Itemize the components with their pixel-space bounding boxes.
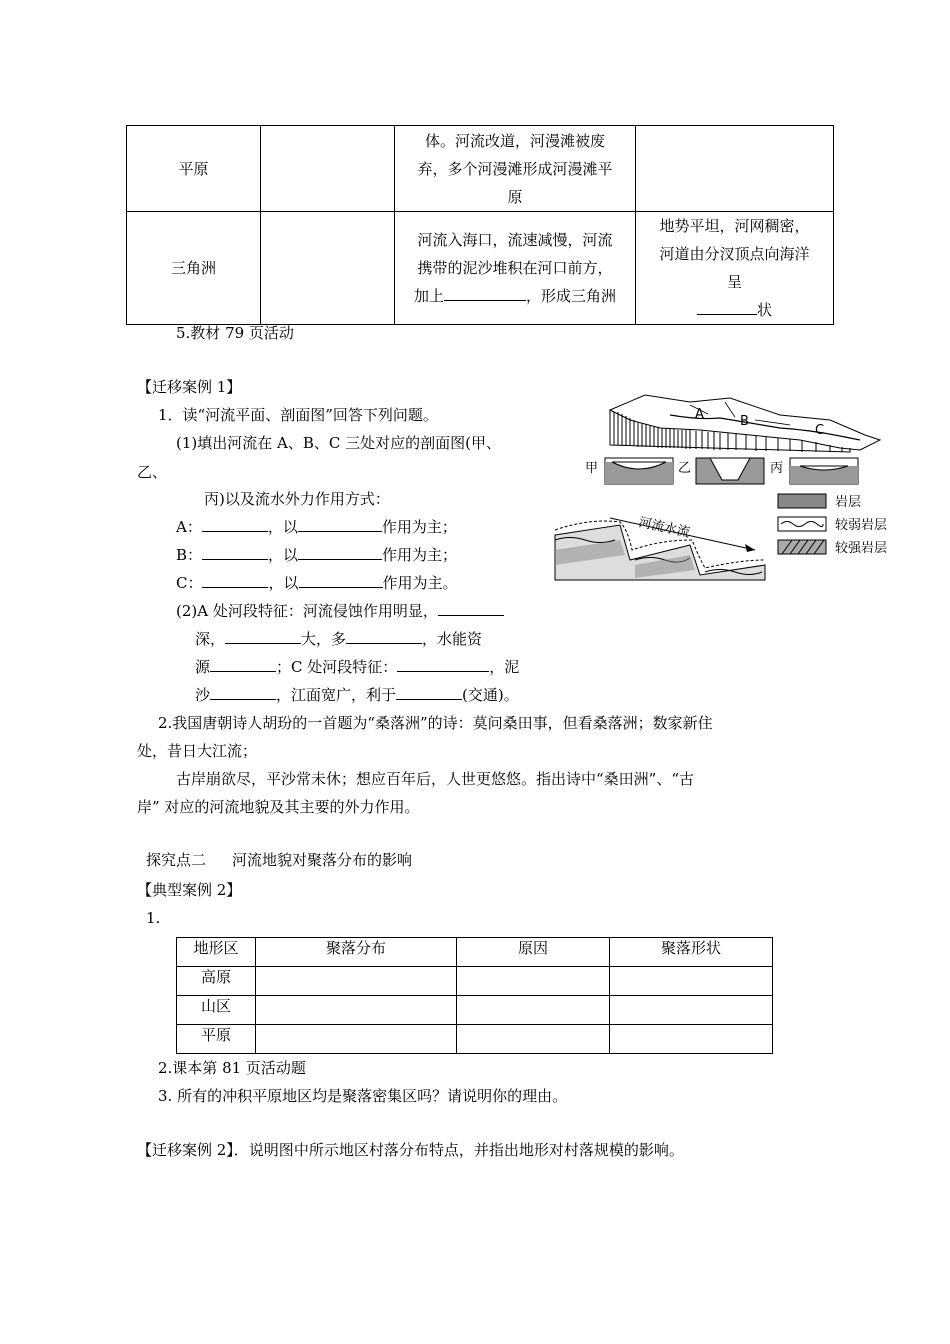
text-line: 加上 ，形成三角洲 (413, 287, 617, 305)
text-line: 弃，多个河漫滩形成河漫滩平 (417, 159, 613, 178)
case1-q1-2b: 深， 大，多 ，水能资 (195, 630, 483, 648)
row-label: 高原 (177, 967, 256, 996)
cross-sections (585, 458, 858, 484)
label-bing: 丙 (770, 461, 784, 476)
answer-cell[interactable] (610, 996, 773, 1025)
answer-blank[interactable] (210, 685, 276, 700)
answer-blank[interactable] (225, 629, 301, 644)
text-line: 呈 (726, 273, 742, 291)
answer-b: B： ，以 作用为主； (176, 546, 458, 564)
header-reason: 原因 (457, 938, 610, 967)
case2-heading: 【典型案例 2】 (137, 881, 242, 899)
cell-delta-feature (636, 212, 834, 325)
case1-q1-2d: 沙 ，江面宽广，利于 (交通)。 (195, 686, 519, 704)
case1-q1: 1．读“河流平面、剖面图”回答下列问题。 (158, 406, 438, 424)
q2-line: 2.课本第 81 页活动题 (158, 1059, 306, 1077)
flow-label: 河流水流 (637, 515, 692, 541)
answer-blank[interactable] (210, 657, 276, 672)
answer-cell[interactable] (457, 1025, 610, 1054)
settlement-table (176, 937, 773, 1054)
case1-q1-1a: (1)填出河流在 A、B、C 三处对应的剖面图(甲、 (176, 434, 501, 452)
text-line: 河道由分汊顶点向海洋 (659, 245, 810, 263)
case1-q1-1c: 丙)以及流水外力作用方式： (204, 490, 390, 508)
answer-cell[interactable] (610, 1025, 773, 1054)
cell-empty (636, 126, 834, 212)
table-row (127, 126, 834, 212)
label-jia: 甲 (585, 461, 599, 476)
river-block-diagram (610, 395, 880, 452)
case1-q2b: 处，昔日大江流； (137, 742, 258, 760)
header-shape: 聚落形状 (610, 938, 773, 967)
num-1: 1. (146, 909, 161, 927)
answer-cell[interactable] (457, 967, 610, 996)
text-line: 原 (507, 187, 523, 206)
answer-blank[interactable] (202, 517, 268, 532)
text-line: 体。河流改道，河漫滩被废 (424, 131, 605, 150)
cell-plain-process (395, 126, 636, 212)
header-distribution: 聚落分布 (256, 938, 457, 967)
case1-q1-2c: 源 ；C 处河段特征： ，泥 (195, 658, 520, 676)
text-line: 地势平坦，河网稠密， (659, 217, 810, 235)
row-label: 平原 (177, 1025, 256, 1054)
case1-q2a: 2.我国唐朝诗人胡玢的一首题为“桑落洲”的诗：莫问桑田事，但看桑落洲；数家新住 (158, 714, 713, 732)
table-header-row (177, 938, 773, 967)
text-line: 河流入海口，流速减慢，河流 (417, 231, 613, 249)
answer-blank[interactable] (346, 629, 422, 644)
answer-cell[interactable] (256, 996, 457, 1025)
case1-q1-1b: 乙、 (137, 463, 168, 481)
label-a: A (695, 407, 704, 422)
cell-delta-process (395, 212, 636, 325)
case1-q2d: 岸” 对应的河流地貌及其主要的外力作用。 (137, 798, 420, 816)
transfer-case-2: 【迁移案例 2】．说明图中所示地区村落分布特点，并指出地形对村落规模的影响。 (137, 1141, 684, 1159)
answer-blank[interactable] (202, 545, 268, 560)
table-row (177, 967, 773, 996)
legend (778, 494, 887, 556)
text-line: 携带的泥沙堆积在河口前方， (417, 259, 613, 277)
table-row (127, 212, 834, 325)
label-yi: 乙 (678, 461, 692, 476)
item-5: 5.教材 79 页活动 (176, 324, 294, 342)
answer-blank[interactable] (697, 300, 757, 315)
label-b: B (740, 414, 749, 429)
row-label: 山区 (177, 996, 256, 1025)
answer-blank[interactable] (202, 573, 268, 588)
waterfall-profile (555, 514, 765, 580)
answer-blank[interactable] (397, 657, 489, 672)
answer-blank[interactable] (396, 685, 462, 700)
cell-empty (261, 212, 395, 325)
case1-q2c: 古岸崩欲尽，平沙常未休；想应百年后，人世更悠悠。指出诗中“桑田洲”、“古 (176, 770, 695, 788)
cell-empty (261, 126, 395, 212)
answer-a: A： ，以 作用为主； (176, 518, 457, 536)
legend-rock: 岩层 (835, 495, 862, 510)
answer-blank[interactable] (438, 601, 504, 616)
q3-line: 3. 所有的冲积平原地区均是聚落密集区吗？请说明你的理由。 (158, 1087, 568, 1105)
answer-blank[interactable] (298, 545, 382, 560)
legend-strong: 较强岩层 (835, 541, 888, 556)
label-c: C (815, 423, 825, 438)
river-plan-section-figure (550, 390, 920, 585)
landform-table (126, 125, 834, 325)
case1-q1-2a: (2)A 处河段特征：河流侵蚀作用明显， (176, 601, 504, 621)
answer-blank[interactable] (299, 573, 383, 588)
answer-cell[interactable] (256, 1025, 457, 1054)
cell-plain: 平原 (127, 126, 261, 212)
answer-cell[interactable] (256, 967, 457, 996)
answer-cell[interactable] (610, 967, 773, 996)
answer-blank[interactable] (444, 286, 526, 301)
text-line: 状 (642, 296, 827, 324)
table-row (177, 1025, 773, 1054)
legend-weak: 较弱岩层 (835, 518, 888, 533)
answer-cell[interactable] (457, 996, 610, 1025)
cell-delta: 三角洲 (127, 212, 261, 325)
case1-heading: 【迁移案例 1】 (137, 378, 242, 396)
table-row (177, 996, 773, 1025)
header-terrain: 地形区 (177, 938, 256, 967)
answer-blank[interactable] (298, 517, 382, 532)
section2-heading: 探究点二 河流地貌对聚落分布的影响 (146, 851, 413, 869)
answer-c: C： ，以 作用为主。 (176, 574, 458, 592)
